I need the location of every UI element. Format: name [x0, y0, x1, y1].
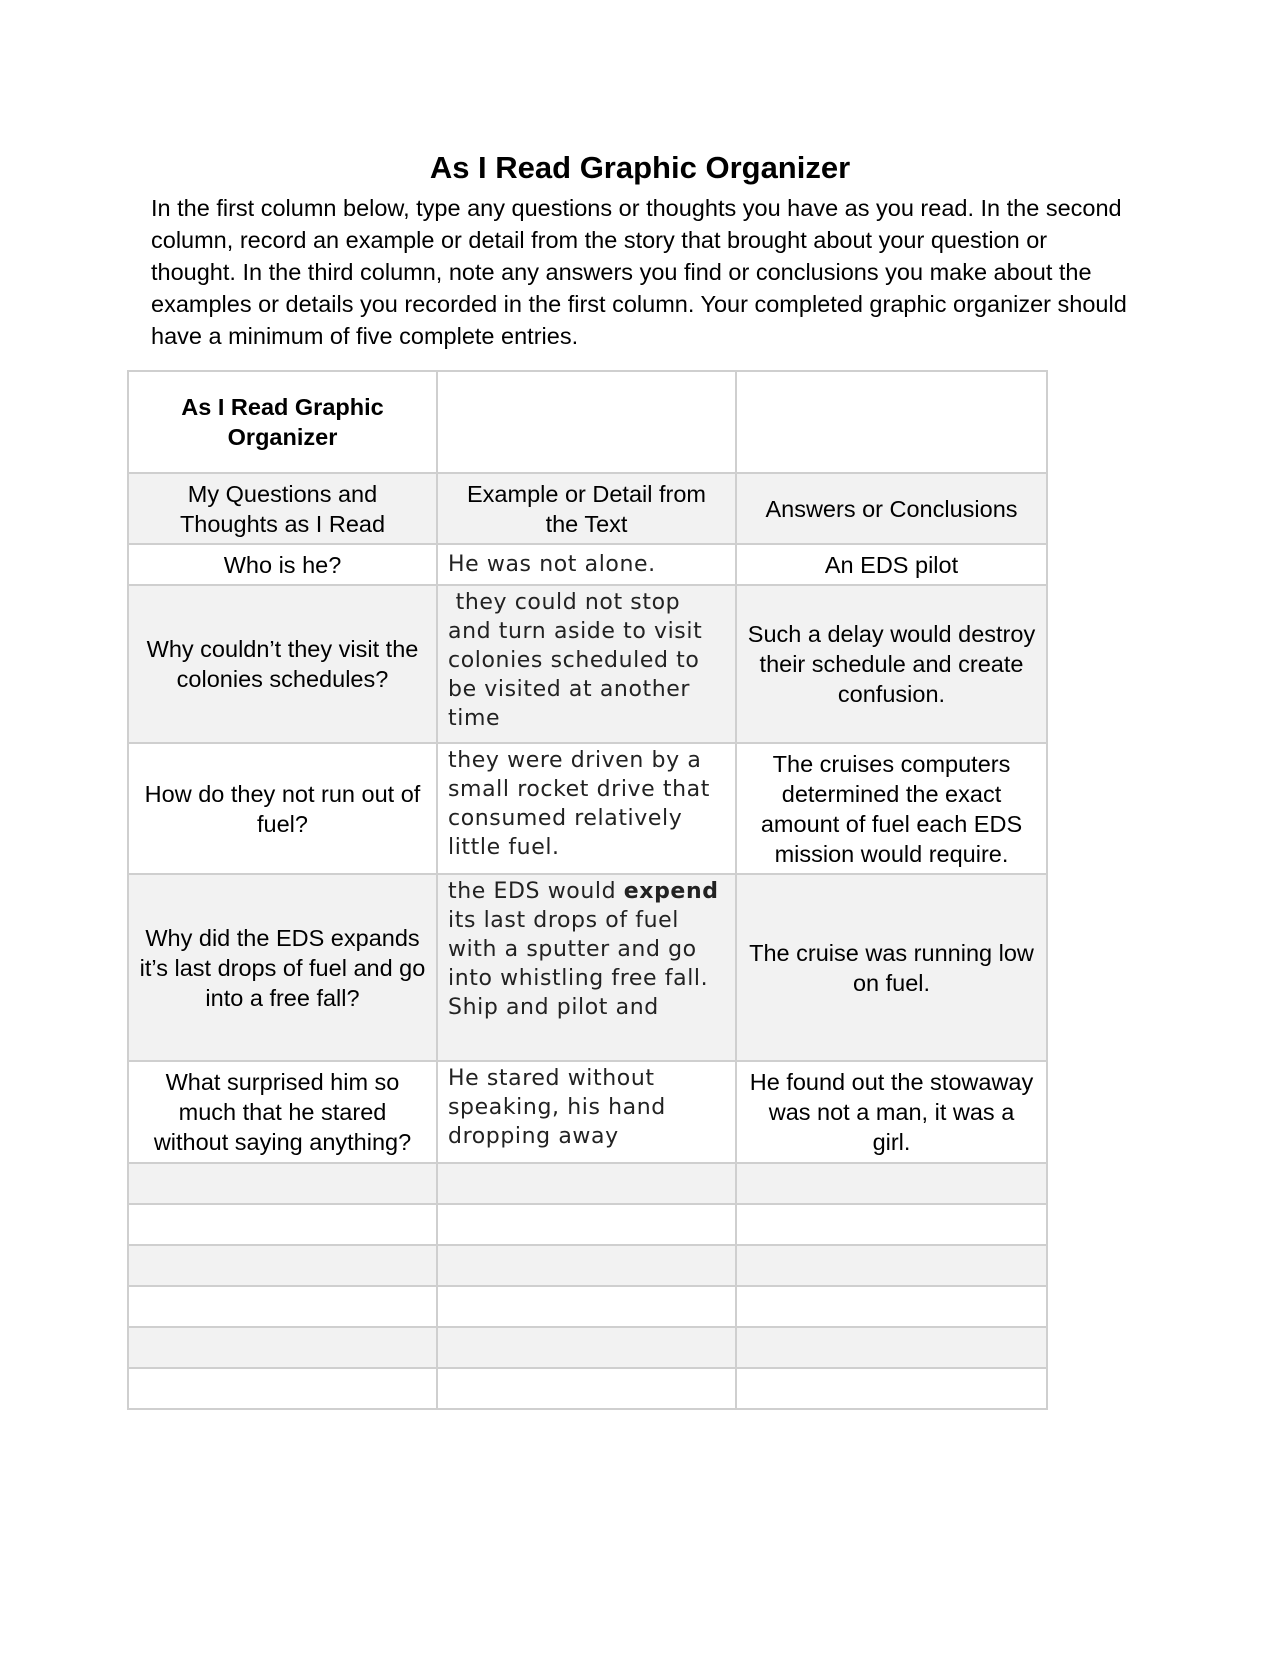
vocabulary-word: expend — [623, 879, 719, 904]
answer-cell[interactable]: The cruise was running low on fuel. — [736, 874, 1047, 1061]
empty-cell — [736, 371, 1047, 473]
page-title: As I Read Graphic Organizer — [429, 150, 851, 185]
detail-text: its last drops of fuel with a sputter and go into whistling free fall. Ship and pilot and — [448, 908, 709, 1020]
detail-text: the EDS would — [448, 879, 624, 904]
empty-row — [128, 1245, 1047, 1286]
table-title-row — [128, 371, 1047, 473]
empty-cell[interactable] — [437, 1204, 736, 1245]
empty-cell[interactable] — [437, 1245, 736, 1286]
table-row — [128, 1061, 1047, 1163]
detail-cell[interactable]: He stared without speaking, his hand dropping away — [437, 1061, 736, 1163]
empty-cell[interactable] — [736, 1245, 1047, 1286]
detail-cell[interactable]: they could not stop and turn aside to visit colonies scheduled to be visited at another time — [437, 585, 736, 743]
detail-cell[interactable] — [437, 874, 736, 1061]
empty-cell[interactable] — [437, 1286, 736, 1327]
table-row — [128, 874, 1047, 1061]
empty-cell[interactable] — [128, 1204, 437, 1245]
empty-cell[interactable] — [437, 1368, 736, 1409]
header-answers: Answers or Conclusions — [736, 473, 1047, 544]
empty-cell[interactable] — [437, 1163, 736, 1204]
empty-cell[interactable] — [736, 1368, 1047, 1409]
empty-cell[interactable] — [437, 1327, 736, 1368]
empty-row — [128, 1368, 1047, 1409]
question-cell[interactable]: Why couldn’t they visit the colonies schedules? — [128, 585, 437, 743]
empty-cell[interactable] — [128, 1286, 437, 1327]
empty-cell[interactable] — [128, 1163, 437, 1204]
answer-cell[interactable]: An EDS pilot — [736, 544, 1047, 585]
empty-row — [128, 1163, 1047, 1204]
empty-cell[interactable] — [736, 1327, 1047, 1368]
table-row — [128, 544, 1047, 585]
empty-cell — [437, 371, 736, 473]
empty-cell[interactable] — [128, 1245, 437, 1286]
empty-row — [128, 1286, 1047, 1327]
empty-cell[interactable] — [128, 1368, 437, 1409]
question-cell[interactable]: Who is he? — [128, 544, 437, 585]
table-row — [128, 585, 1047, 743]
empty-row — [128, 1327, 1047, 1368]
header-questions: My Questions and Thoughts as I Read — [128, 473, 437, 544]
detail-cell[interactable]: He was not alone. — [437, 544, 736, 585]
empty-cell[interactable] — [736, 1286, 1047, 1327]
answer-cell[interactable]: He found out the stowaway was not a man, it was a girl. — [736, 1061, 1047, 1163]
question-cell[interactable]: How do they not run out of fuel? — [128, 743, 437, 874]
table-header-row — [128, 473, 1047, 544]
question-cell[interactable]: Why did the EDS expands it’s last drops of fuel and go into a free fall? — [128, 874, 437, 1061]
detail-cell[interactable]: they were driven by a small rocket drive that consumed relatively little fuel. — [437, 743, 736, 874]
empty-cell[interactable] — [128, 1327, 437, 1368]
question-cell[interactable]: What surprised him so much that he stared without saying anything? — [128, 1061, 437, 1163]
answer-cell[interactable]: Such a delay would destroy their schedule and create confusion. — [736, 585, 1047, 743]
answer-cell[interactable]: The cruises computers determined the exact amount of fuel each EDS mission would require. — [736, 743, 1047, 874]
header-example: Example or Detail from the Text — [437, 473, 736, 544]
empty-row — [128, 1204, 1047, 1245]
empty-cell[interactable] — [736, 1204, 1047, 1245]
table-title-cell: As I Read Graphic Organizer — [128, 371, 437, 473]
empty-cell[interactable] — [736, 1163, 1047, 1204]
graphic-organizer-table — [127, 370, 1048, 1410]
table-row — [128, 743, 1047, 874]
instructions-paragraph: In the first column below, type any questions or thoughts you have as you read. In the second column, record an example or detail from the story that brought about your question or thought. In the third column, note any answers you find or conclusions you make about the examples or details you recorded in the first column. Your completed graphic organizer should have a minimum of five complete entries. — [151, 195, 1127, 349]
